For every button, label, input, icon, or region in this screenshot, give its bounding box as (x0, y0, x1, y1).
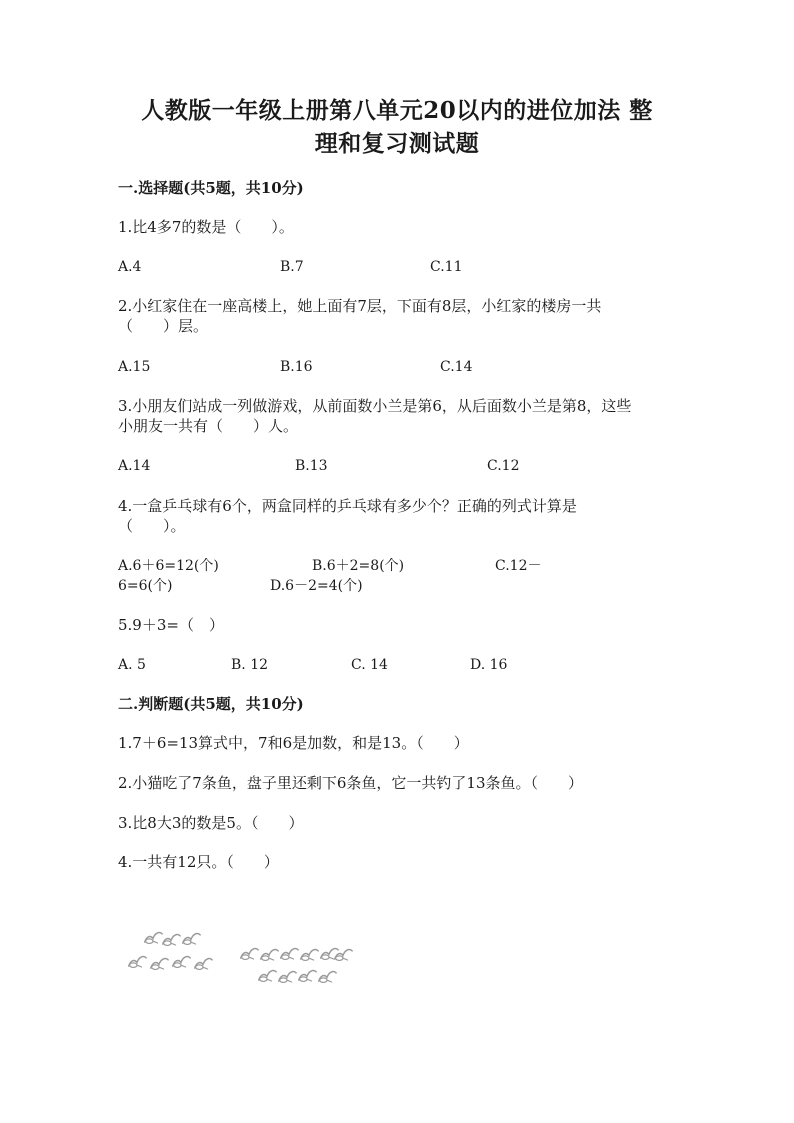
q5-option-a: A. 5 (118, 657, 146, 673)
question-4-line-2: （ ）。 (118, 517, 186, 535)
q4-option-c: C.12－ (495, 558, 542, 574)
page-title (0, 96, 794, 159)
bird-illustration (120, 925, 360, 990)
question-2-line-1: 2.小红家住在一座高楼上，她上面有7层，下面有8层，小红家的楼房一共 (118, 297, 602, 315)
q4-option-c-continued: 6=6(个) (118, 578, 173, 594)
bird-icon (180, 930, 202, 947)
question-5: 5.9＋3=（ ） (118, 616, 224, 634)
question-3-line-2: 小朋友一共有（ ）人。 (118, 417, 299, 435)
bird-icon (278, 945, 300, 962)
judge-question-1: 1.7＋6=13算式中，7和6是加数，和是13。（ ） (118, 734, 469, 752)
bird-icon (238, 945, 260, 962)
q4-option-a: A.6＋6=12(个) (118, 558, 219, 574)
bird-icon (332, 946, 354, 963)
question-4-line-1: 4.一盒乒乓球有6个，两盒同样的乒乓球有多少个？正确的列式计算是 (118, 497, 577, 515)
question-1: 1.比4多7的数是（ ）。 (118, 218, 294, 236)
question-2 (118, 296, 688, 336)
title-line-2: 理和复习测试题 (314, 130, 480, 157)
q5-option-d: D. 16 (470, 657, 508, 673)
question-4 (118, 496, 688, 536)
question-3-line-1: 3.小朋友们站成一列做游戏，从前面数小兰是第6，从后面数小兰是第8，这些 (118, 397, 632, 415)
q2-option-c: C.14 (440, 359, 473, 375)
bird-icon (192, 955, 214, 972)
bird-icon (298, 946, 320, 963)
q3-option-a: A.14 (118, 458, 151, 474)
bird-icon (258, 946, 280, 963)
title-line-1: 人教版一年级上册第八单元20以内的进位加法 整 (141, 97, 653, 124)
q3-option-c: C.12 (487, 458, 520, 474)
bird-icon (276, 968, 298, 985)
q1-option-b: B.7 (280, 259, 304, 275)
section-judge-header: 二.判断题(共5题，共10分) (118, 695, 304, 713)
bird-icon (148, 955, 170, 972)
q5-option-b: B. 12 (231, 657, 269, 673)
q1-option-c: C.11 (430, 259, 463, 275)
q4-option-b: B.6＋2=8(个) (312, 558, 405, 574)
judge-question-3: 3.比8大3的数是5。（ ） (118, 814, 304, 832)
q4-option-d: D.6－2=4(个) (270, 578, 363, 594)
bird-icon (126, 953, 148, 970)
section-choice-header: 一.选择题(共5题，共10分) (118, 179, 304, 197)
bird-icon (316, 968, 338, 985)
q1-option-a: A.4 (118, 259, 142, 275)
bird-icon (256, 967, 278, 984)
question-3 (118, 396, 688, 436)
bird-icon (160, 931, 182, 948)
bird-icon (296, 967, 318, 984)
judge-question-2: 2.小猫吃了7条鱼，盘子里还剩下6条鱼，它一共钓了13条鱼。（ ） (118, 774, 583, 792)
q2-option-a: A.15 (118, 359, 151, 375)
q2-option-b: B.16 (280, 359, 313, 375)
q3-option-b: B.13 (295, 458, 328, 474)
q5-option-c: C. 14 (351, 657, 388, 673)
judge-question-4: 4.一共有12只。（ ） (118, 853, 279, 871)
question-2-line-2: （ ）层。 (118, 317, 209, 335)
bird-icon (170, 953, 192, 970)
